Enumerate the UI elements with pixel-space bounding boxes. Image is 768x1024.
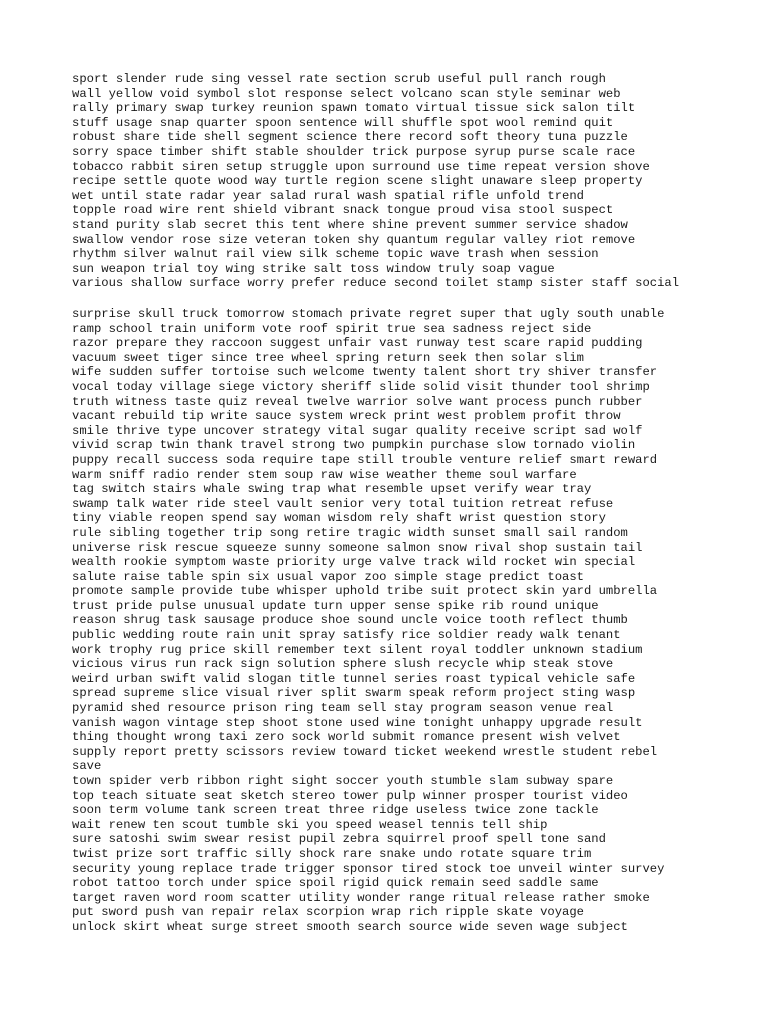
text-line: universe risk rescue squeeze sunny someone salmon snow rival shop sustain tail (72, 540, 643, 555)
text-line: sorry space timber shift stable shoulder trick purpose syrup purse scale race (72, 144, 636, 159)
text-line: wall yellow void symbol slot response select volcano scan style seminar web (72, 86, 621, 101)
text-line: stuff usage snap quarter spoon sentence will shuffle spot wool remind quit (72, 115, 614, 130)
text-line: save (72, 759, 102, 774)
text-line: smile thrive type uncover strategy vital sugar quality receive script sad wolf (72, 423, 643, 438)
text-line: ramp school train uniform vote roof spirit true sea sadness reject side (72, 321, 592, 336)
text-line: tiny viable reopen spend say woman wisdom rely shaft wrist question story (72, 511, 606, 526)
text-line: target raven word room scatter utility wonder range ritual release rather smoke (72, 890, 650, 905)
text-line: supply report pretty scissors review toward ticket weekend wrestle student rebel (72, 744, 658, 759)
text-line: wife sudden suffer tortoise such welcome twenty talent short try shiver transfer (72, 365, 658, 380)
text-line: swamp talk water ride steel vault senior very total tuition retreat refuse (72, 496, 614, 511)
text-line: tobacco rabbit siren setup struggle upon surround use time repeat version shove (72, 159, 650, 174)
text-line: spread supreme slice visual river split swarm speak reform project sting wasp (72, 686, 636, 701)
text-line: vivid scrap twin thank travel strong two pumpkin purchase slow tornado violin (72, 438, 636, 453)
text-line: sure satoshi swim swear resist pupil zebra squirrel proof spell tone sand (72, 832, 606, 847)
text-line: sun weapon trial toy wing strike salt toss window truly soap vague (72, 261, 555, 276)
text-line: public wedding route rain unit spray satisfy rice soldier ready walk tenant (72, 628, 621, 643)
text-line: trust pride pulse unusual update turn upper sense spike rib round unique (72, 598, 599, 613)
text-line: twist prize sort traffic silly shock rare snake undo rotate square trim (72, 846, 592, 861)
text-line: wet until state radar year salad rural wash spatial rifle unfold trend (72, 188, 584, 203)
text-line: vanish wagon vintage step shoot stone used wine tonight unhappy upgrade result (72, 715, 643, 730)
text-line: robust share tide shell segment science there record soft theory tuna puzzle (72, 130, 628, 145)
text-line: puppy recall success soda require tape still trouble venture relief smart reward (72, 452, 658, 467)
text-line: weird urban swift valid slogan title tunnel series roast typical vehicle safe (72, 671, 636, 686)
text-line: recipe settle quote wood way turtle region scene slight unaware sleep property (72, 174, 643, 189)
text-line: security young replace trade trigger sponsor tired stock toe unveil winter survey (72, 861, 665, 876)
text-line: various shallow surface worry prefer reduce second toilet stamp sister staff social (72, 276, 680, 291)
text-line: razor prepare they raccoon suggest unfair vast runway test scare rapid pudding (72, 336, 643, 351)
text-line: rhythm silver walnut rail view silk scheme topic wave trash when session (72, 247, 599, 262)
word-list-block-2 (72, 307, 762, 935)
text-line: wait renew ten scout tumble ski you speed weasel tennis tell ship (72, 817, 548, 832)
text-line: sport slender rude sing vessel rate section scrub useful pull ranch rough (72, 72, 606, 86)
text-line: robot tattoo torch under spice spoil rigid quick remain seed saddle same (72, 876, 599, 891)
text-line: put sword push van repair relax scorpion wrap rich ripple skate voyage (72, 905, 584, 920)
text-line: reason shrug task sausage produce shoe sound uncle voice tooth reflect thumb (72, 613, 628, 628)
text-line: vocal today village siege victory sheriff slide solid visit thunder tool shrimp (72, 379, 650, 394)
text-line: pyramid shed resource prison ring team sell stay program season venue real (72, 701, 614, 716)
word-list-block-1 (72, 72, 762, 291)
text-line: unlock skirt wheat surge street smooth search source wide seven wage subject (72, 919, 628, 934)
text-line: rally primary swap turkey reunion spawn tomato virtual tissue sick salon tilt (72, 101, 636, 116)
text-line: vacuum sweet tiger since tree wheel spring return seek then solar slim (72, 350, 584, 365)
text-line: warm sniff radio render stem soup raw wise weather theme soul warfare (72, 467, 577, 482)
text-line: swallow vendor rose size veteran token shy quantum regular valley riot remove (72, 232, 636, 247)
text-line: vacant rebuild tip write sauce system wreck print west problem profit throw (72, 409, 621, 424)
text-line: salute raise table spin six usual vapor zoo simple stage predict toast (72, 569, 584, 584)
text-line: wealth rookie symptom waste priority urge valve track wild rocket win special (72, 555, 636, 570)
text-line: topple road wire rent shield vibrant snack tongue proud visa stool suspect (72, 203, 614, 218)
text-line: town spider verb ribbon right sight soccer youth stumble slam subway spare (72, 774, 614, 788)
text-line: promote sample provide tube whisper uphold tribe suit protect skin yard umbrella (72, 584, 658, 599)
text-line: surprise skull truck tomorrow stomach private regret super that ugly south unable (72, 307, 665, 321)
text-line: top teach situate seat sketch stereo tower pulp winner prosper tourist video (72, 788, 628, 803)
text-line: rule sibling together trip song retire tragic width sunset small sail random (72, 525, 628, 540)
text-line: stand purity slab secret this tent where shine prevent summer service shadow (72, 217, 628, 232)
text-line: thing thought wrong taxi zero sock world submit romance present wish velvet (72, 730, 621, 745)
text-line: soon term volume tank screen treat three ridge useless twice zone tackle (72, 803, 599, 818)
text-line: work trophy rug price skill remember text silent royal toddler unknown stadium (72, 642, 643, 657)
text-line: vicious virus run rack sign solution sphere slush recycle whip steak stove (72, 657, 614, 672)
text-line: truth witness taste quiz reveal twelve warrior solve want process punch rubber (72, 394, 643, 409)
text-line: tag switch stairs whale swing trap what resemble upset verify wear tray (72, 482, 592, 497)
